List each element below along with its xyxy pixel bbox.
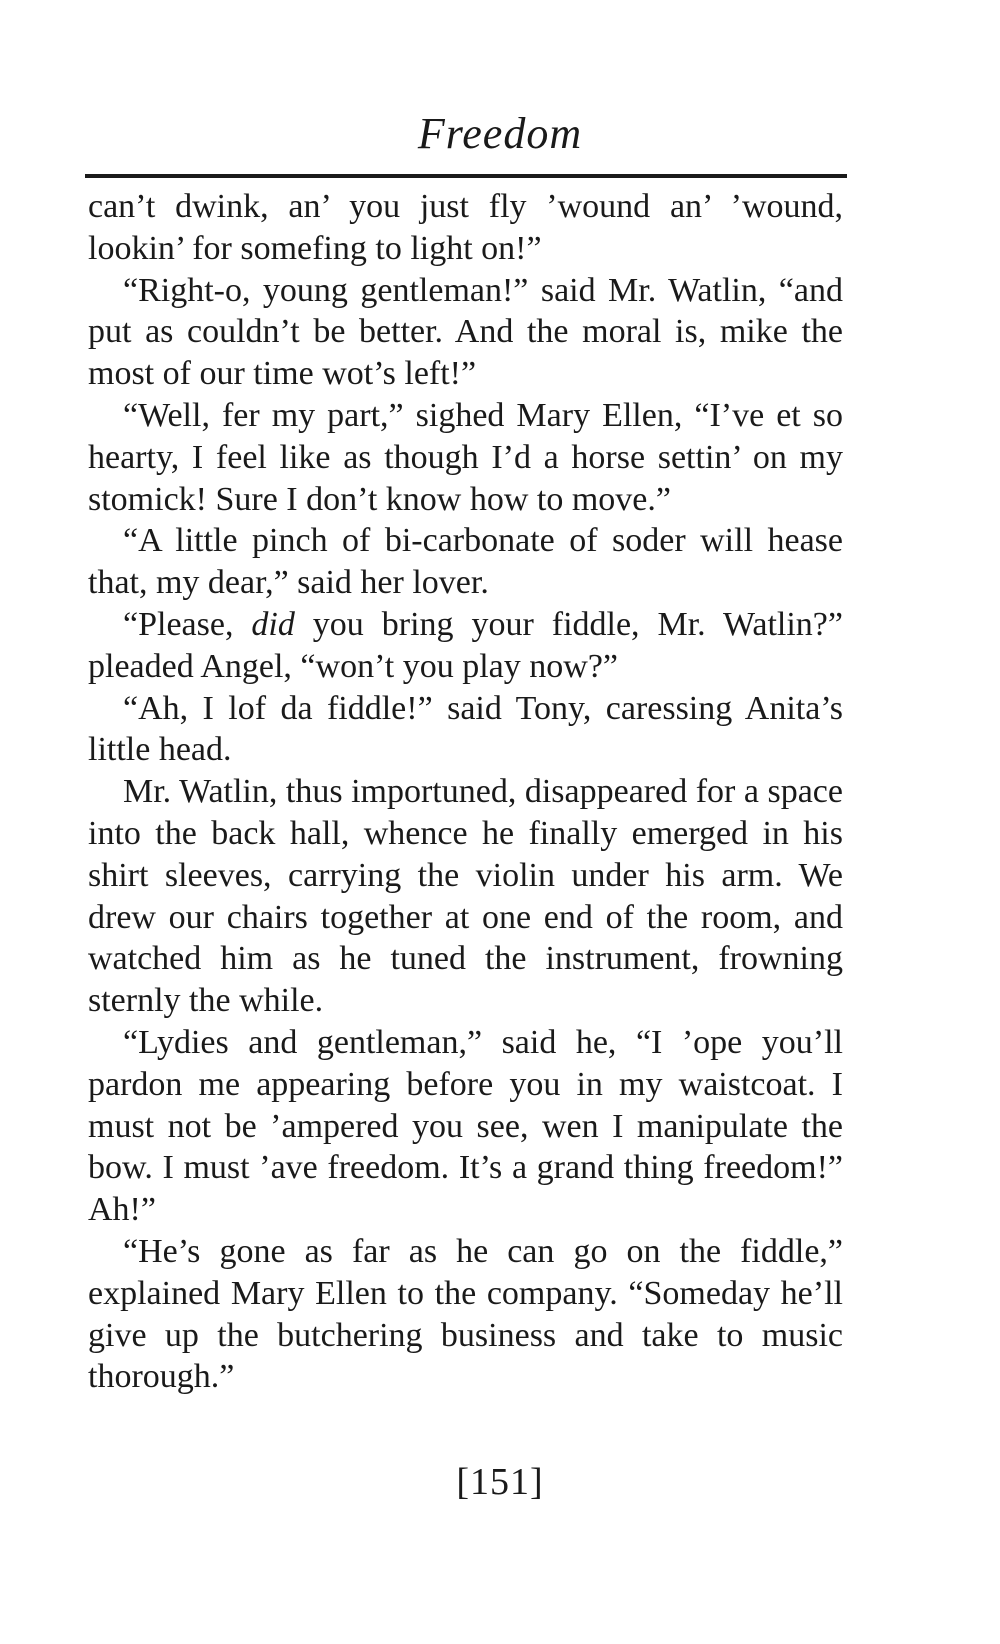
- paragraph: Mr. Watlin, thus importuned, disappeared for a space into the back hall, whence he finally emerged in his shirt sleeves, carrying the violin under his arm. We drew our chairs together at one end of the room, and watched him as he tuned the instrument, frowning sternly the while.: [88, 773, 843, 1020]
- body-text: [88, 186, 843, 1398]
- paragraph: “Lydies and gentleman,” said he, “I ’ope you’ll pardon me appearing before you in my waistcoat. I must not be ’ampered you see, wen I manipulate the bow. I must ’ave freedom. It’s a grand thing freedom!” Ah!”: [88, 1023, 843, 1229]
- page-number: [151]: [456, 1461, 544, 1503]
- paragraph-please: [88, 604, 843, 688]
- paragraph: “Right-o, young gentleman!” said Mr. Watlin, “and put as couldn’t be better. And the moral is, mike the most of our time wot’s left!”: [88, 271, 843, 393]
- please-text-before: “Please,: [123, 605, 252, 643]
- paragraph: “He’s gone as far as he can go on the fiddle,” explained Mary Ellen to the company. “Someday he’ll give up the butchering business and take to music thorough.”: [88, 1232, 843, 1396]
- running-head: Freedom: [417, 109, 583, 158]
- paragraph-continuation: can’t dwink, an’ you just fly ’wound an’ ’wound, lookin’ for somefing to light on!”: [88, 188, 843, 267]
- paragraph: “Ah, I lof da fiddle!” said Tony, caressing Anita’s little head.: [88, 689, 843, 769]
- header-rule: [85, 174, 847, 178]
- please-text-after: you bring your fiddle, Mr. Watlin?” pleaded Angel, “won’t you play now?”: [88, 605, 843, 685]
- paragraph: “A little pinch of bi-carbonate of soder will hease that, my dear,” said her lover.: [88, 522, 843, 602]
- please-emphasis: did: [251, 605, 295, 643]
- paragraph: “Well, fer my part,” sighed Mary Ellen, “I’ve et so hearty, I feel like as though I’d a horse settin’ on my stomick! Sure I don’t know how to move.”: [88, 396, 843, 518]
